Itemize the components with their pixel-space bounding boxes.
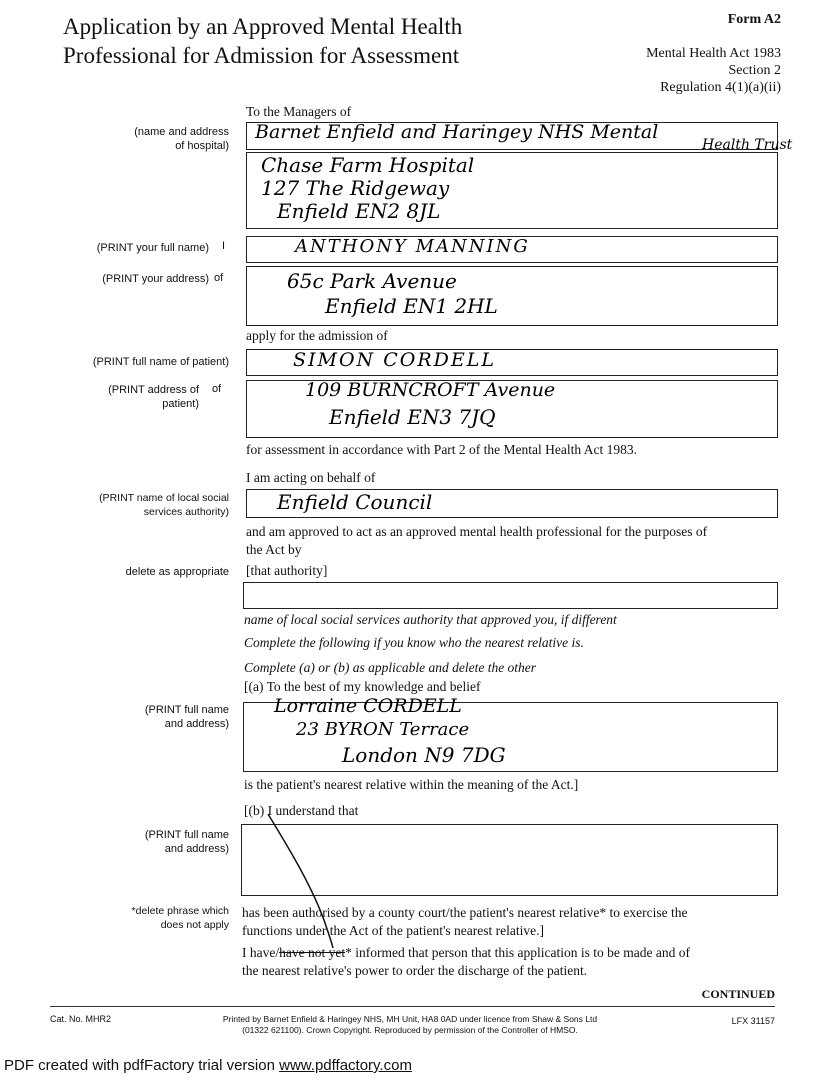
- applicant-name-label: (PRINT your full name): [96, 242, 209, 254]
- approved-text-line2: the Act by: [246, 542, 302, 557]
- act-regulation: Regulation 4(1)(a)(ii): [660, 80, 781, 95]
- title-line-1: Application by an Approved Mental Health: [63, 14, 463, 39]
- approving-authority-field[interactable]: [243, 582, 778, 609]
- printer-notice-line1: Printed by Barnet Enfield & Haringey NHS, MH Unit, HA8 0AD under licence from Shaw & Sons Ltd: [222, 1014, 598, 1024]
- applicant-address-line2: Enfield EN1 2HL: [325, 294, 498, 318]
- nearest-relative-instruction-1: Complete the following if you know who the nearest relative is.: [244, 635, 584, 650]
- patient-name-value: SIMON CORDELL: [293, 349, 496, 371]
- different-authority-note: name of local social services authority that approved you, if different: [244, 612, 617, 627]
- authority-field[interactable]: [246, 489, 778, 518]
- applicant-address-field[interactable]: [246, 266, 778, 326]
- pdffactory-link[interactable]: www.pdffactory.com: [279, 1057, 412, 1074]
- nearest-relative-instruction-2: Complete (a) or (b) as applicable and delete the other: [244, 660, 537, 675]
- informed-line2: the nearest relative's power to order the discharge of the patient.: [242, 963, 588, 978]
- approved-text: [246, 523, 776, 559]
- continued-label: CONTINUED: [701, 987, 775, 1001]
- delete-phrase-label-line1: *delete phrase which: [131, 905, 229, 917]
- option-b-text-line1: has been authorised by a county court/the patient's nearest relative* to exercise the: [242, 905, 688, 920]
- applicant-address-label: (PRINT your address): [102, 273, 209, 285]
- authority-label: [24, 491, 229, 519]
- catalogue-number: Cat. No. MHR2: [50, 1014, 112, 1024]
- form-number: Form A2: [727, 12, 781, 27]
- managers-intro: To the Managers of: [246, 104, 352, 119]
- applicant-name-prefix: I: [222, 240, 226, 252]
- option-a-field[interactable]: [243, 695, 778, 772]
- act-section: Section 2: [728, 63, 781, 78]
- authority-label-line1: (PRINT name of local social: [99, 492, 229, 504]
- patient-address-label-line1: (PRINT address of: [108, 384, 199, 396]
- patient-name-label: (PRINT full name of patient): [92, 356, 229, 368]
- delete-phrase-label: [24, 904, 229, 932]
- relative-address-line1: 23 BYRON Terrace: [296, 719, 470, 740]
- form-title: [63, 12, 462, 70]
- pdf-watermark: [4, 1057, 412, 1074]
- patient-address-prefix: of: [212, 383, 222, 395]
- informed-line1: [242, 944, 782, 962]
- hospital-address-line3: Enfield EN2 8JL: [277, 199, 441, 223]
- patient-name-field[interactable]: [246, 349, 778, 376]
- pdf-watermark-text: PDF created with pdfFactory trial version: [4, 1057, 280, 1074]
- hospital-address-line1: Chase Farm Hospital: [261, 153, 475, 177]
- hospital-label-line1: (name and address: [134, 126, 229, 138]
- delete-appropriate-label: delete as appropriate: [125, 566, 229, 578]
- option-a-outro: is the patient's nearest relative within the meaning of the Act.]: [244, 777, 579, 792]
- assessment-text: for assessment in accordance with Part 2 of the Mental Health Act 1983.: [246, 442, 638, 457]
- printer-notice: [150, 1014, 670, 1036]
- title-line-2: Professional for Admission for Assessment: [63, 43, 460, 68]
- informed-struck-phrase: have not yet: [279, 945, 346, 960]
- act-reference: [646, 45, 781, 96]
- option-b-text: [242, 904, 782, 940]
- option-b-text-line2: functions under the Act of the patient's nearest relative.]: [242, 923, 544, 938]
- hospital-address-line2: 127 The Ridgeway: [261, 176, 450, 200]
- informed-prefix: I have/: [242, 945, 280, 960]
- act-name: Mental Health Act 1983: [646, 46, 781, 61]
- option-a-label-line2: and address): [164, 718, 229, 730]
- informed-text: [242, 944, 782, 980]
- patient-address-line2: Enfield EN3 7JQ: [329, 405, 496, 429]
- approved-text-line1: and am approved to act as an approved mental health professional for the purposes of: [246, 524, 708, 539]
- authority-value: Enfield Council: [277, 490, 433, 514]
- option-a-intro: [(a) To the best of my knowledge and belief: [244, 679, 481, 694]
- option-a-label-line1: (PRINT full name: [144, 704, 229, 716]
- patient-address-label: [24, 383, 199, 411]
- patient-address-line1: 109 BURNCROFT Avenue: [305, 379, 556, 401]
- acting-text: I am acting on behalf of: [246, 470, 376, 485]
- hospital-label-line2: of hospital): [175, 140, 229, 152]
- option-b-intro: [(b) I understand that: [244, 803, 359, 818]
- applicant-address-line1: 65c Park Avenue: [287, 269, 457, 293]
- hospital-name-line1: Barnet Enfield and Haringey NHS Mental: [255, 121, 659, 143]
- that-authority-text: [that authority]: [246, 563, 328, 578]
- hospital-address-field[interactable]: [246, 152, 778, 229]
- informed-rest: * informed that person that this application is to be made and of: [345, 945, 691, 960]
- option-a-label: [24, 703, 229, 731]
- applicant-address-prefix: of: [214, 272, 224, 284]
- relative-name: Lorraine CORDELL: [274, 695, 462, 717]
- hospital-name-field[interactable]: [246, 121, 793, 153]
- applicant-name-value: ANTHONY MANNING: [295, 236, 530, 257]
- applicant-name-field[interactable]: [246, 236, 778, 263]
- delete-phrase-label-line2: does not apply: [160, 919, 229, 931]
- apply-text: apply for the admission of: [246, 328, 388, 343]
- option-b-label-line1: (PRINT full name: [144, 829, 229, 841]
- hospital-label: [24, 125, 229, 153]
- patient-address-field[interactable]: [246, 380, 778, 438]
- printer-notice-line2: (01322 621100). Crown Copyright. Reproduced by permission of the Controller of HMSO.: [242, 1025, 578, 1035]
- form-code: LFX 31157: [731, 1016, 775, 1026]
- option-b-label-line2: and address): [164, 843, 229, 855]
- hospital-name-line2: Health Trust: [702, 137, 793, 153]
- option-b-label: [24, 828, 229, 856]
- footer-divider: [50, 1006, 775, 1007]
- relative-address-line2: London N9 7DG: [342, 743, 506, 767]
- authority-label-line2: services authority): [143, 506, 229, 518]
- patient-address-label-line2: patient): [162, 398, 199, 410]
